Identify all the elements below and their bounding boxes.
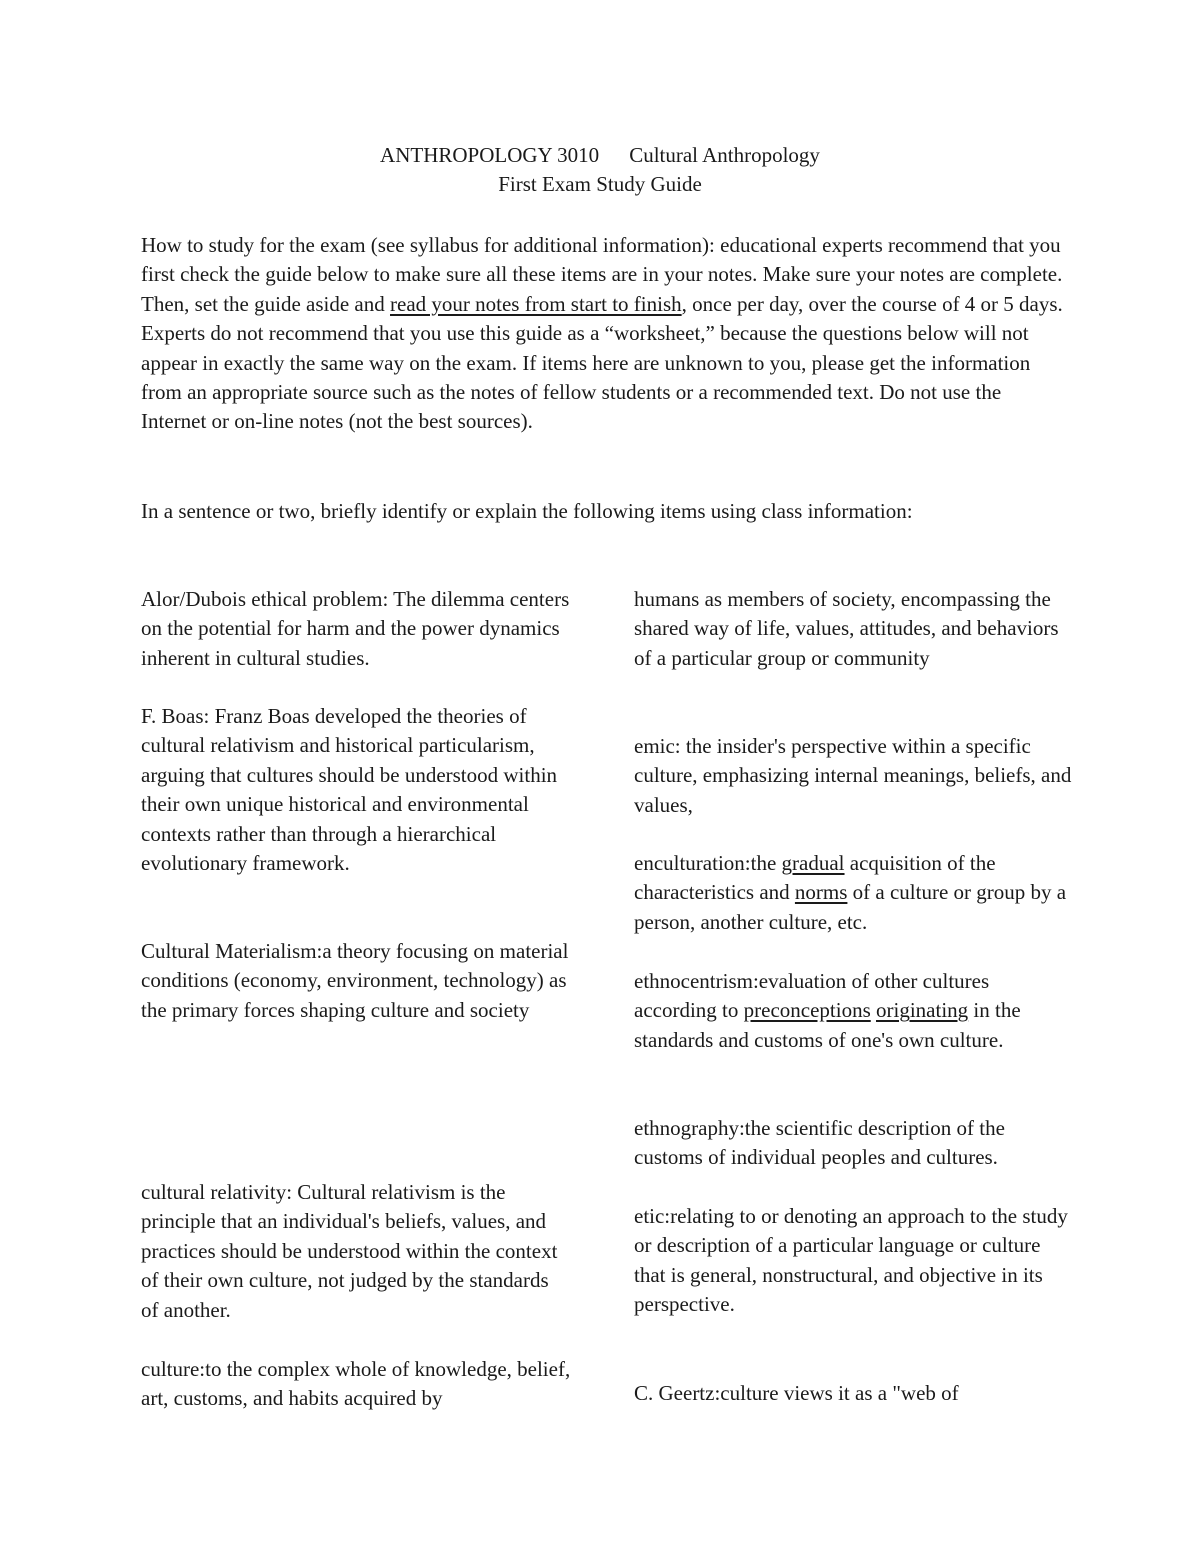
ethnocentrism-text-a: ethnocentrism:evaluation of other cultures according to <box>634 969 990 1023</box>
entry-culture-continued: humans as members of society, encompassing the shared way of life, values, attitudes, and behaviors of a particular group or community <box>634 587 1059 670</box>
intro-text-part2: , once per day, over the course of 4 or 5 days. Experts do not recommend that you use this guide as a “worksheet,” because the questions below will not appear in exactly the same way on the exam. If items here are unknown to you, please get the information from an appropriate source such as the notes of fellow students or a recommended text. Do not use the Internet or on-line notes (not the best sources). <box>141 291 1063 434</box>
ethnocentrism-underline-preconceptions: preconceptions <box>743 998 871 1023</box>
entry-ethnography: ethnography:the scientific description of the customs of individual peoples and cultures. <box>634 1116 1005 1170</box>
entry-ethnocentrism <box>634 967 1074 1055</box>
intro-text-part1: How to study for the exam (see syllabus for additional information): educational experts recommend that you first check the guide below to make sure all these items are in your notes. Make sure your notes are complete. Then, set the guide aside and <box>141 233 1063 316</box>
study-instructions-paragraph <box>141 231 1066 437</box>
entry-geertz: C. Geertz:culture views it as a "web of <box>634 1381 959 1405</box>
course-name: Cultural Anthropology <box>629 143 820 167</box>
task-instruction: In a sentence or two, briefly identify or explain the following items using class information: <box>141 499 913 523</box>
document-subtitle: First Exam Study Guide <box>498 172 702 196</box>
course-number: ANTHROPOLOGY 3010 <box>380 143 600 167</box>
enculturation-underline-gradual: gradual <box>781 851 845 875</box>
enculturation-underline-norms: norms <box>794 880 848 905</box>
enculturation-text-b: acquisition of the characteristics and <box>634 851 996 905</box>
entry-alor-dubois: Alor/Dubois ethical problem: The dilemma centers on the potential for harm and the power dynamics inherent in cultural studies. <box>141 587 570 670</box>
entry-emic: emic: the insider's perspective within a specific culture, emphasizing internal meanings, beliefs, and values, <box>634 734 1072 817</box>
enculturation-text-a: enculturation:the <box>634 851 782 875</box>
entry-culture: culture:to the complex whole of knowledge, belief, art, customs, and habits acquired by <box>141 1357 571 1411</box>
ethnocentrism-underline-originating: originating <box>876 998 969 1023</box>
entry-etic: etic:relating to or denoting an approach to the study or description of a particular language or culture that is general, nonstructural, and objective in its perspective. <box>634 1204 1068 1317</box>
course-title-line <box>0 143 1200 168</box>
ethnocentrism-text-b: in the standards and customs of one's own culture. <box>634 998 1021 1052</box>
entry-cultural-materialism: Cultural Materialism:a theory focusing on material conditions (economy, environment, technology) as the primary forces shaping culture and society <box>141 939 569 1022</box>
entry-cultural-relativity: cultural relativity: Cultural relativism is the principle that an individual's beliefs, values, and practices should be understood within the context of their own culture, not judged by the standards of another. <box>141 1180 558 1322</box>
entry-enculturation <box>634 849 1074 937</box>
entry-boas: F. Boas: Franz Boas developed the theories of cultural relativism and historical particularism, arguing that cultures should be understood within their own unique historical and environmental contexts rather than through a hierarchical evolutionary framework. <box>141 704 558 876</box>
intro-underlined-text: read your notes from start to finish <box>390 291 682 316</box>
enculturation-text-c: of a culture or group by a person, another culture, etc. <box>634 880 1067 934</box>
